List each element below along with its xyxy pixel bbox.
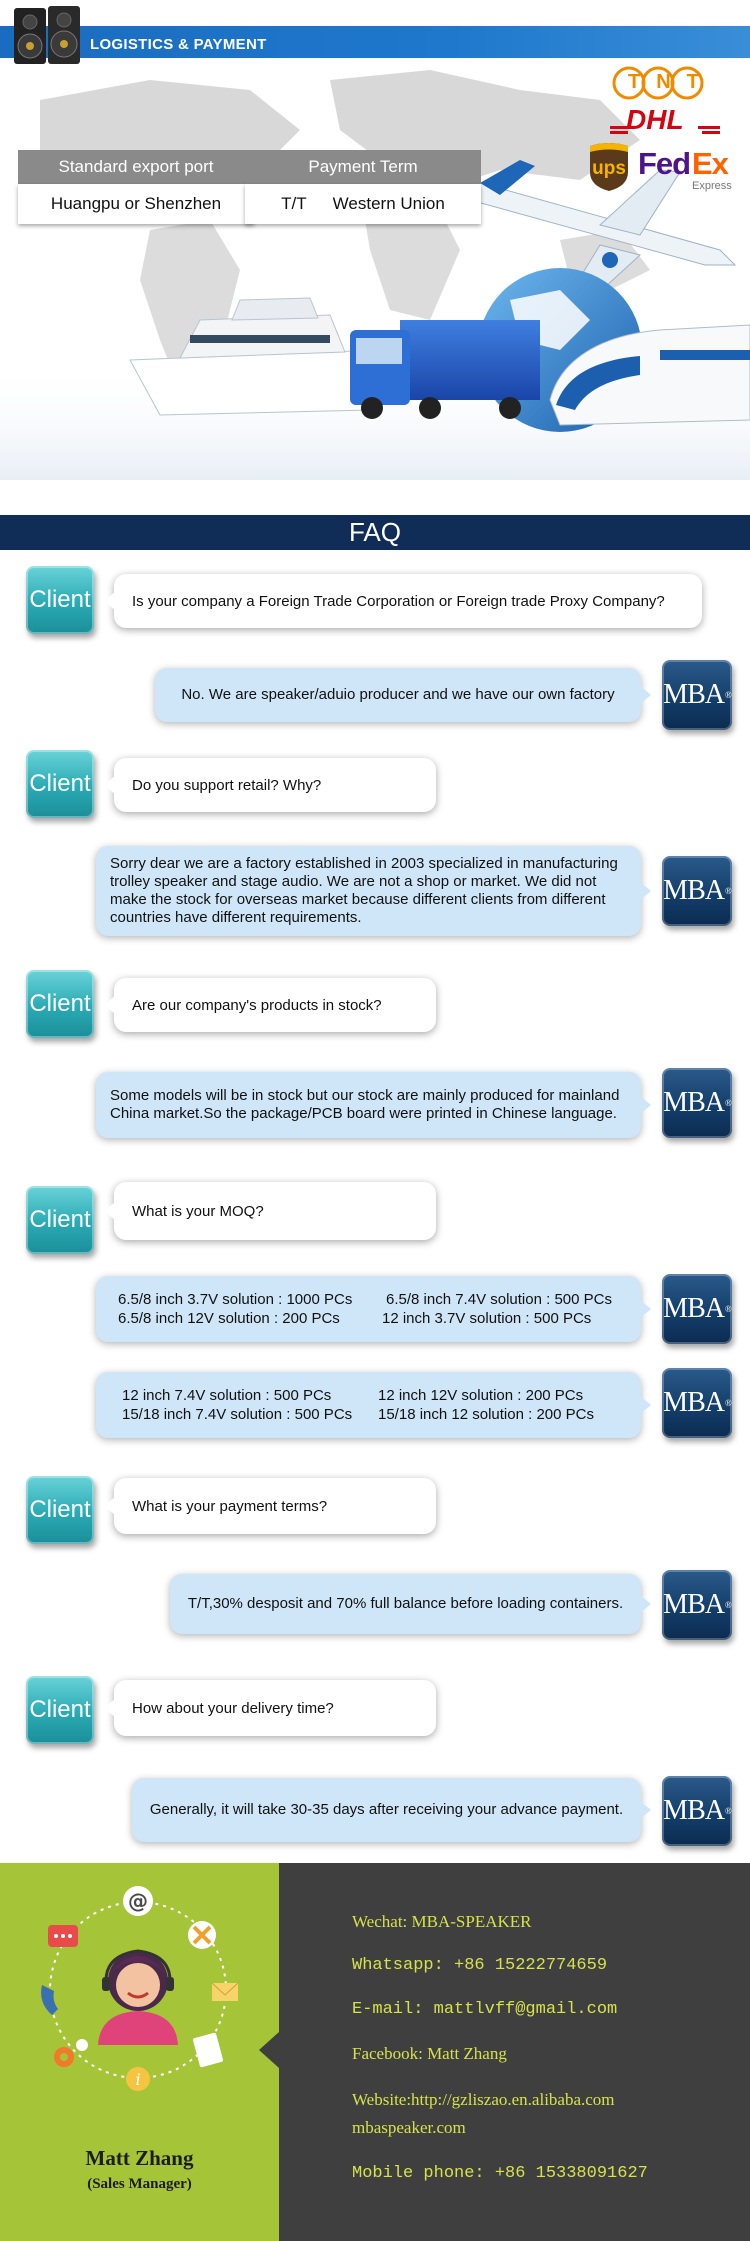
tnt-logo xyxy=(612,66,715,100)
client-badge: Client xyxy=(26,1676,94,1744)
contact-website-line-2[interactable]: mbaspeaker.com xyxy=(352,2118,466,2137)
logistics-title: LOGISTICS & PAYMENT xyxy=(90,36,267,53)
mba-badge xyxy=(662,1274,732,1344)
mba-badge xyxy=(662,856,732,926)
payment-term-wu: Western Union xyxy=(332,194,445,213)
client-badge: Client xyxy=(26,1476,94,1544)
faq-question-3-text: Are our company's products in stock? xyxy=(132,996,382,1014)
svg-text:@: @ xyxy=(128,1889,148,1913)
contact-wechat: Wechat: MBA-SPEAKER xyxy=(352,1912,532,1931)
moq-row-2 xyxy=(118,1309,627,1328)
mba-badge xyxy=(662,1068,732,1138)
mba-badge xyxy=(662,660,732,730)
payment-term-tt: T/T xyxy=(281,194,307,213)
faq-question-4-text: What is your MOQ? xyxy=(132,1202,264,1220)
mba-registered-mark: ® xyxy=(724,886,731,896)
contact-website-line-1[interactable]: Website:http://gzliszao.en.alibaba.com xyxy=(352,2090,615,2109)
faq-answer-3 xyxy=(96,1072,641,1138)
contact-mobile: Mobile phone: +86 15338091627 xyxy=(352,2164,648,2183)
faq-answer-6-line-1: Generally, it will take 30-35 days after receiving your advance payment. xyxy=(149,1801,624,1818)
faq-question-4 xyxy=(114,1182,436,1240)
faq-question-1 xyxy=(114,574,702,628)
mba-label: MBA xyxy=(663,1293,724,1324)
moq-row-1 xyxy=(118,1290,627,1309)
svg-text:i: i xyxy=(135,2070,141,2089)
moq-cell: 12 inch 12V solution : 200 PCs xyxy=(378,1387,584,1404)
fedex-ex-text: Ex xyxy=(692,146,728,181)
mba-label: MBA xyxy=(663,1795,724,1826)
moq-cell: 6.5/8 inch 12V solution : 200 PCs xyxy=(118,1310,340,1327)
fedex-express-text: Express xyxy=(692,180,732,192)
faq-title: FAQ xyxy=(0,515,750,550)
moq-cell: 15/18 inch 7.4V solution : 500 PCs xyxy=(122,1406,353,1423)
moq-cell: 12 inch 3.7V solution : 500 PCs xyxy=(382,1310,592,1327)
faq-answer-4b xyxy=(96,1372,641,1438)
export-port-card xyxy=(18,150,254,224)
faq-question-6-text: How about your delivery time? xyxy=(132,1699,334,1717)
mba-label: MBA xyxy=(663,1589,724,1620)
moq-row-3 xyxy=(122,1386,627,1405)
faq-answer-2-line-1: Sorry dear we are a factory established in 2003 specialized in manufacturing xyxy=(110,855,618,872)
mba-registered-mark: ® xyxy=(724,1806,731,1816)
faq-question-3 xyxy=(114,978,436,1032)
export-port-heading: Standard export port xyxy=(18,150,254,184)
speaker-icon xyxy=(12,2,82,66)
contact-facebook: Facebook: Matt Zhang xyxy=(352,2044,507,2063)
faq-answer-1-line-1: No. We are speaker/aduio producer and we have our own factory xyxy=(181,686,615,703)
contact-email[interactable]: E-mail: mattlvff@gmail.com xyxy=(352,2000,618,2019)
client-badge: Client xyxy=(26,970,94,1038)
contact-person-name: Matt Zhang xyxy=(85,2146,194,2170)
moq-row-4 xyxy=(122,1405,627,1424)
faq-question-2-text: Do you support retail? Why? xyxy=(132,776,322,794)
faq-answer-2 xyxy=(96,846,641,936)
mba-label: MBA xyxy=(663,875,724,906)
faq-answer-2-line-2: trolley speaker and stage audio. We are not a shop or market. We did not xyxy=(110,873,597,890)
contact-panel-pointer xyxy=(259,2032,279,2068)
faq-answer-3-line-2: China market.So the package/PCB board were printed in Chinese language. xyxy=(110,1105,617,1122)
mba-registered-mark: ® xyxy=(724,1600,731,1610)
mba-label: MBA xyxy=(663,1087,724,1118)
client-badge: Client xyxy=(26,750,94,818)
mba-registered-mark: ® xyxy=(724,1304,731,1314)
mba-label: MBA xyxy=(663,679,724,710)
mba-registered-mark: ® xyxy=(724,1398,731,1408)
mba-registered-mark: ® xyxy=(724,690,731,700)
tnt-text: TNT xyxy=(628,71,715,93)
ups-logo xyxy=(588,142,630,192)
faq-answer-5-line-1: T/T,30% desposit and 70% full balance before loading containers. xyxy=(187,1595,624,1612)
mba-badge xyxy=(662,1368,732,1438)
dhl-text: DHL xyxy=(626,104,684,135)
faq-answer-1 xyxy=(155,668,641,722)
mba-registered-mark: ® xyxy=(724,1098,731,1108)
faq-answer-2-line-3: make the stock for overseas market because different clients from different xyxy=(110,891,606,908)
ups-text: ups xyxy=(592,158,626,179)
faq-answer-2-line-4: countries have different requirements. xyxy=(110,909,362,926)
client-badge: Client xyxy=(26,1186,94,1254)
export-port-value: Huangpu or Shenzhen xyxy=(50,194,222,213)
faq-question-5-text: What is your payment terms? xyxy=(132,1497,328,1515)
mba-label: MBA xyxy=(663,1387,724,1418)
mba-badge xyxy=(662,1776,732,1846)
moq-cell: 12 inch 7.4V solution : 500 PCs xyxy=(122,1387,332,1404)
dhl-logo xyxy=(610,104,720,136)
contact-whatsapp: Whatsapp: +86 15222774659 xyxy=(352,1956,608,1975)
payment-term-heading: Payment Term xyxy=(245,150,481,184)
faq-answer-3-line-1: Some models will be in stock but our stock are mainly produced for mainland xyxy=(110,1087,620,1104)
faq-answer-4a xyxy=(96,1276,641,1342)
payment-term-card xyxy=(245,150,481,224)
fedex-fed-text: Fed xyxy=(638,146,691,181)
customer-service-illustration xyxy=(28,1885,248,2095)
fedex-logo xyxy=(638,146,742,194)
faq-answer-5 xyxy=(170,1574,641,1634)
faq-question-5 xyxy=(114,1478,436,1534)
moq-cell: 6.5/8 inch 7.4V solution : 500 PCs xyxy=(386,1291,612,1308)
client-badge: Client xyxy=(26,566,94,634)
mba-badge xyxy=(662,1570,732,1640)
faq-question-6 xyxy=(114,1680,436,1736)
faq-answer-6 xyxy=(132,1778,641,1842)
faq-question-2 xyxy=(114,758,436,812)
moq-cell: 6.5/8 inch 3.7V solution : 1000 PCs xyxy=(118,1291,353,1308)
contact-person-role: (Sales Manager) xyxy=(87,2176,192,2192)
faq-question-1-text: Is your company a Foreign Trade Corporation or Foreign trade Proxy Company? xyxy=(132,592,665,610)
moq-cell: 15/18 inch 12 solution : 200 PCs xyxy=(378,1406,594,1423)
